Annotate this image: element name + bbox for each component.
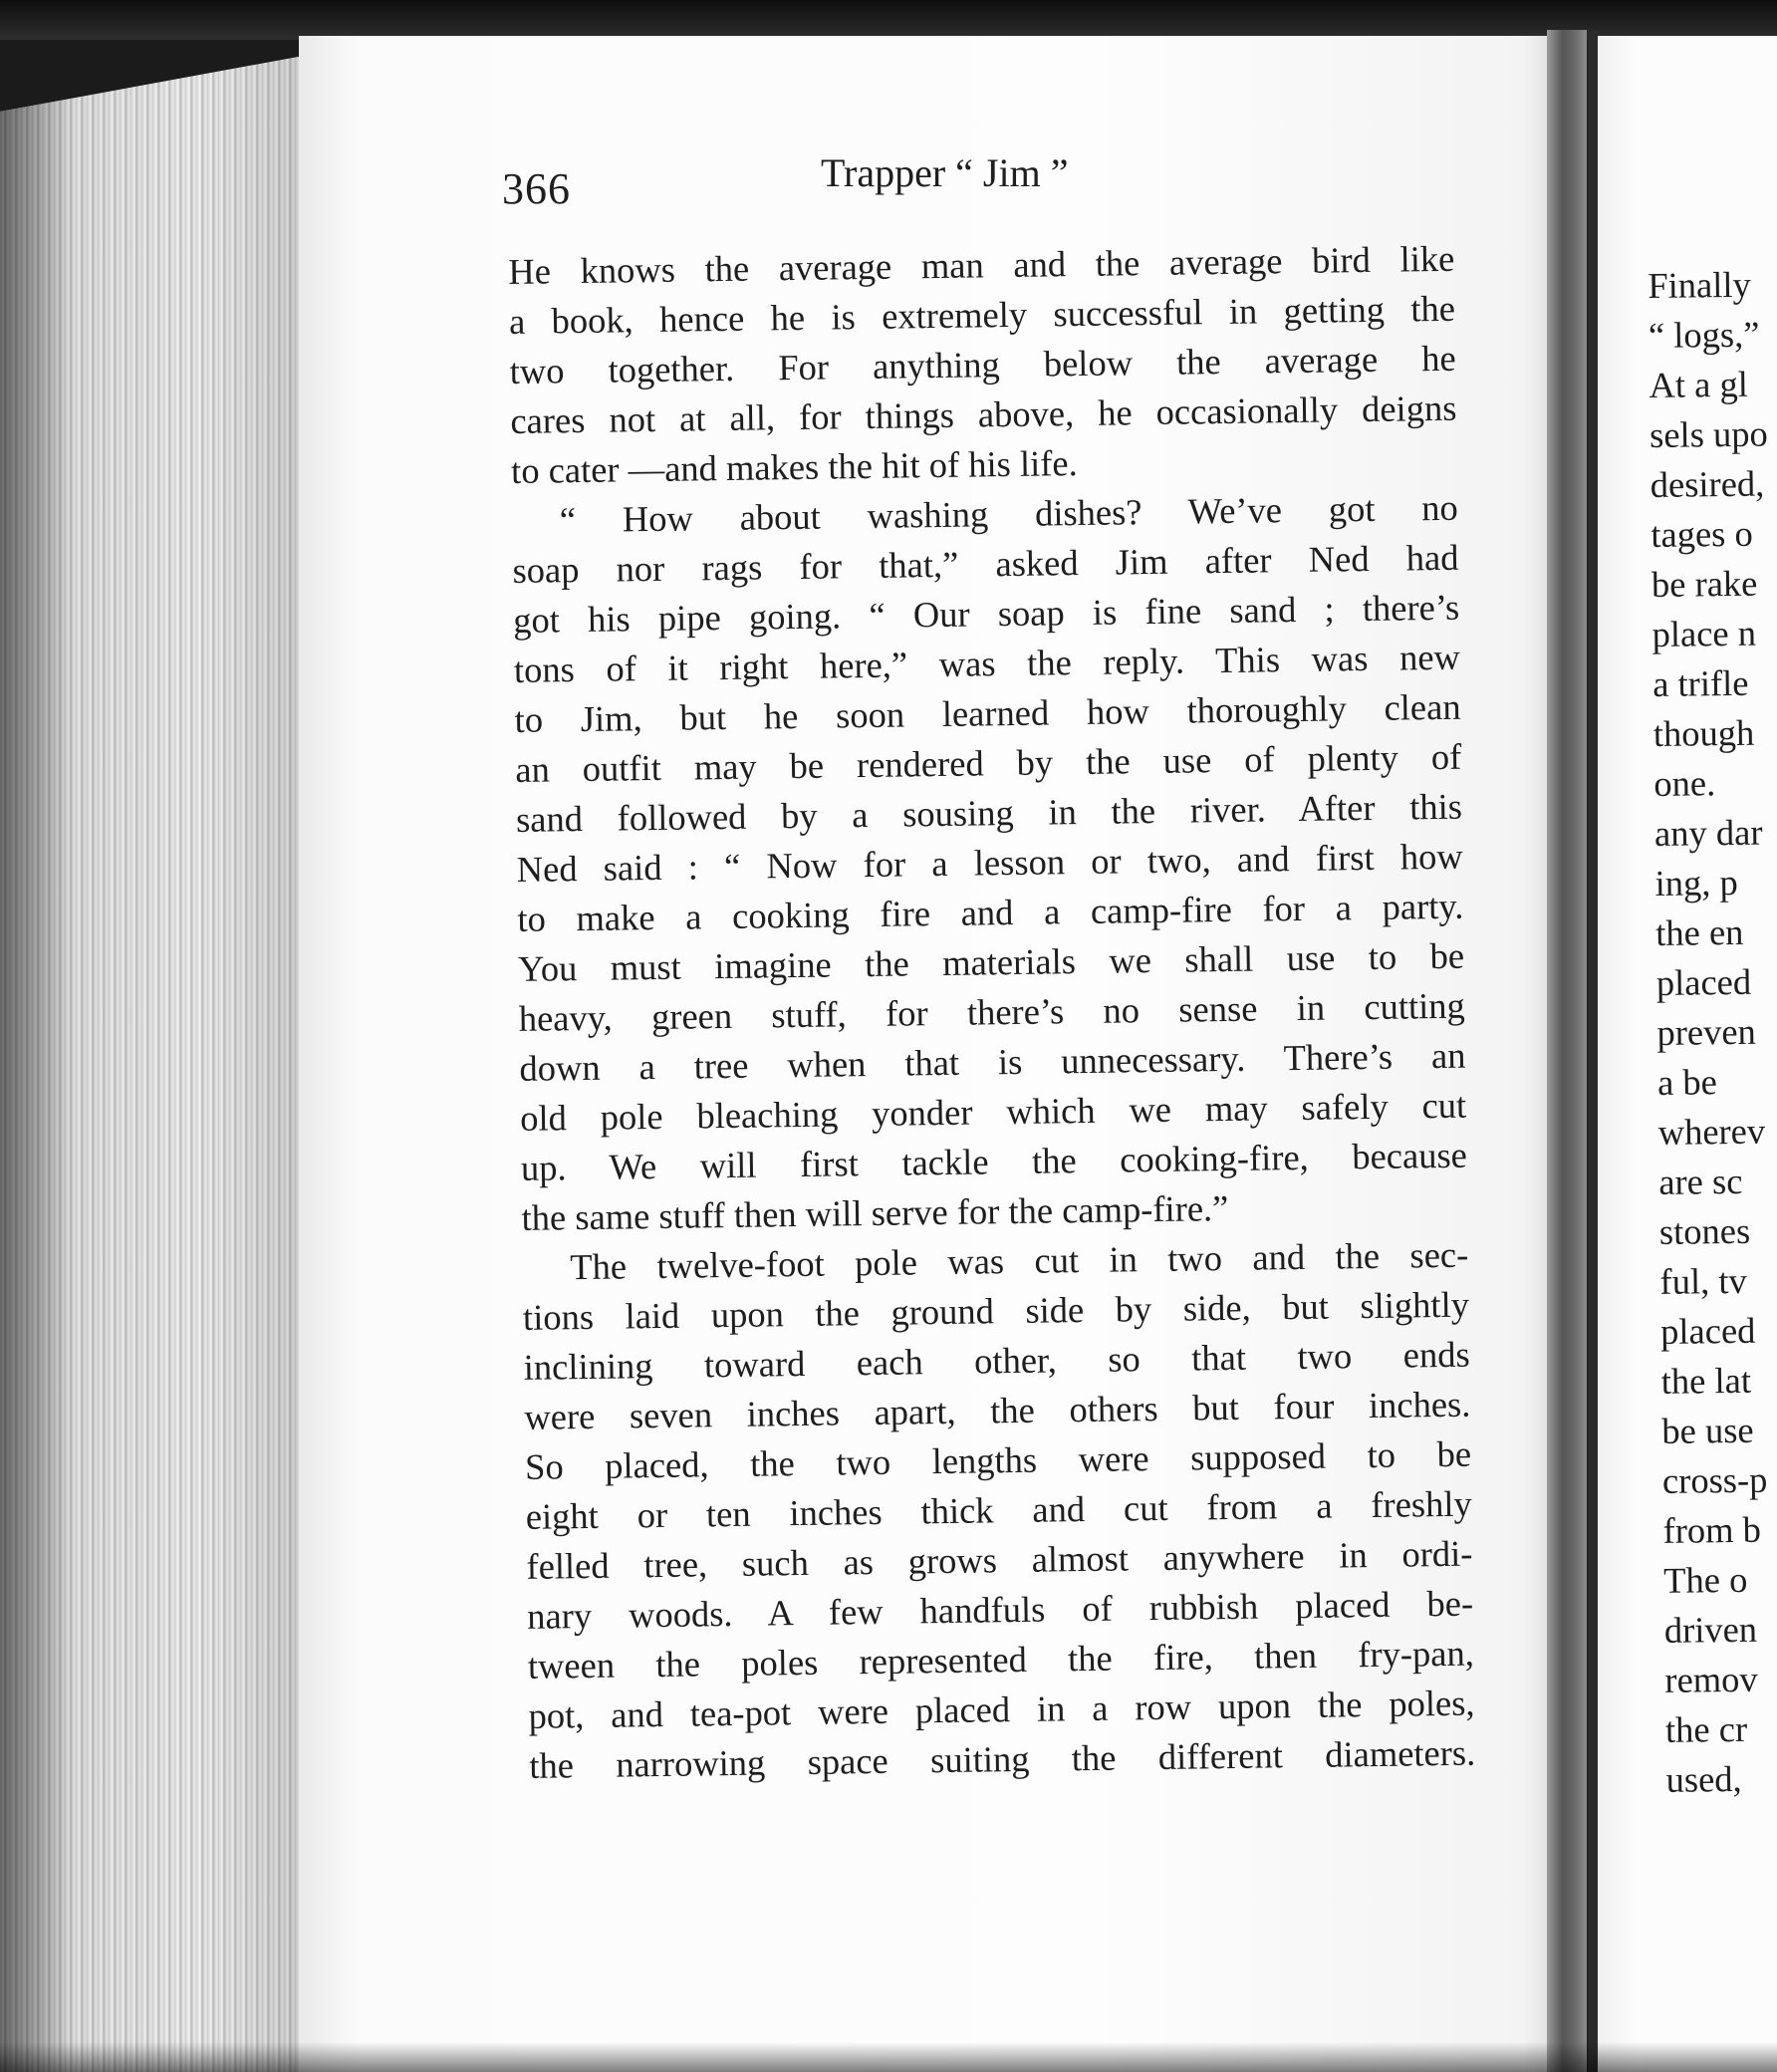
text-line: to make a cooking fire and a camp-fire for a party. (517, 885, 1464, 939)
text-line: up. We will first tackle the cooking-fire, because (520, 1134, 1468, 1188)
text-line: The twelve-foot pole was cut in two and the sec- (570, 1233, 1469, 1288)
text-line: ing, p (1654, 861, 1739, 904)
text-line: from b (1662, 1508, 1762, 1551)
text-line: a be (1656, 1061, 1718, 1103)
text-line: remov (1664, 1658, 1758, 1700)
text-line: tions laid upon the ground side by side, but slightly (522, 1283, 1470, 1338)
text-line: “ How about washing dishes? We’ve got no (559, 486, 1459, 541)
text-line: be rake (1650, 562, 1758, 605)
scan-top-shadow (0, 0, 1777, 40)
text-line: stones (1658, 1209, 1751, 1252)
text-line: sels upo (1649, 412, 1768, 455)
text-line: the same stuff then will serve for the camp-fire.” (521, 1186, 1229, 1238)
text-line: pot, and tea-pot were placed in a row upon the poles, (528, 1682, 1475, 1736)
text-line: tween the poles represented the fire, then fry-pan, (527, 1632, 1475, 1686)
text-line: heavy, green stuff, for there’s no sense in cutting (518, 984, 1466, 1039)
right-page-text (1648, 257, 1777, 1805)
right-page (1598, 36, 1777, 2072)
text-line: the en (1654, 910, 1744, 953)
text-line: down a tree when that is unnecessary. There’s an (519, 1034, 1466, 1089)
text-line: You must imagine the materials we shall use to be (517, 934, 1465, 989)
text-line: to Jim, but he soon learned how thoroughly clean (514, 685, 1461, 740)
running-head (502, 149, 1219, 213)
text-line: got his pipe going. “ Our soap is fine sand ; there’s (512, 586, 1460, 641)
text-line: eight or ten inches thick and cut from a freshly (525, 1482, 1472, 1537)
text-line: be use (1661, 1409, 1754, 1451)
text-line: soap nor rags for that,” asked Jim after Ned had (512, 536, 1459, 591)
text-line: placed (1659, 1309, 1756, 1352)
text-line: old pole bleaching yonder which we may safely cut (519, 1084, 1467, 1139)
text-line: wherev (1657, 1110, 1766, 1153)
book-gutter (1547, 30, 1587, 2072)
left-page-text (508, 234, 1476, 1791)
text-line: driven (1663, 1608, 1758, 1651)
text-line: cares not at all, for things above, he occasionally deigns (510, 387, 1457, 441)
text-line: preven (1656, 1010, 1757, 1053)
text-line: an outfit may be rendered by the use of plenty of (515, 735, 1462, 790)
text-line: though (1652, 711, 1755, 754)
text-line: place n (1651, 612, 1757, 654)
text-line: to cater —and makes the hit of his life. (510, 442, 1078, 491)
text-line: desired, (1650, 462, 1765, 505)
text-line: were seven inches apart, the others but four inches. (524, 1383, 1471, 1437)
page-number: 366 (502, 164, 571, 213)
text-line: The o (1662, 1558, 1748, 1601)
text-line: ful, tv (1659, 1259, 1747, 1302)
running-title: Trapper “ Jim ” (821, 150, 1069, 195)
text-line: one. (1653, 762, 1716, 804)
text-line: the cr (1664, 1707, 1748, 1750)
text-line: the narrowing space suiting the different diameters. (528, 1731, 1476, 1786)
text-line: tons of it right here,” was the reply. This was new (513, 636, 1461, 690)
book-gutter-shadow (1588, 30, 1598, 2072)
text-line: So placed, the two lengths were supposed to be (524, 1432, 1472, 1487)
text-line: nary woods. A few handfuls of rubbish placed be- (526, 1582, 1474, 1637)
text-line: tages o (1650, 512, 1753, 555)
text-line: the lat (1660, 1359, 1752, 1402)
text-line: Ned said : “ Now for a lesson or two, and first how (516, 835, 1463, 890)
text-line: cross-p (1661, 1458, 1768, 1501)
text-line: “ logs,” (1648, 313, 1760, 356)
text-line: At a gl (1649, 363, 1749, 405)
text-line: two together. For anything below the average he (509, 337, 1456, 391)
text-line: a trifle (1651, 661, 1749, 704)
text-line: used, (1665, 1757, 1742, 1800)
text-line: Finally (1648, 263, 1751, 306)
text-line: felled tree, such as grows almost anywhere in ordi- (526, 1532, 1473, 1587)
text-line: sand followed by a sousing in the river. After this (515, 785, 1463, 840)
text-line: a book, hence he is extremely successful in getting the (508, 287, 1456, 342)
text-line: He knows the average man and the average bird like (508, 237, 1455, 292)
text-line: placed (1655, 960, 1752, 1003)
text-line: are sc (1658, 1160, 1743, 1202)
text-line: inclining toward each other, so that two ends (523, 1333, 1470, 1388)
text-line: any dar (1653, 811, 1763, 854)
page-edges (0, 30, 334, 2072)
scan-bottom-shadow (0, 2042, 1777, 2072)
